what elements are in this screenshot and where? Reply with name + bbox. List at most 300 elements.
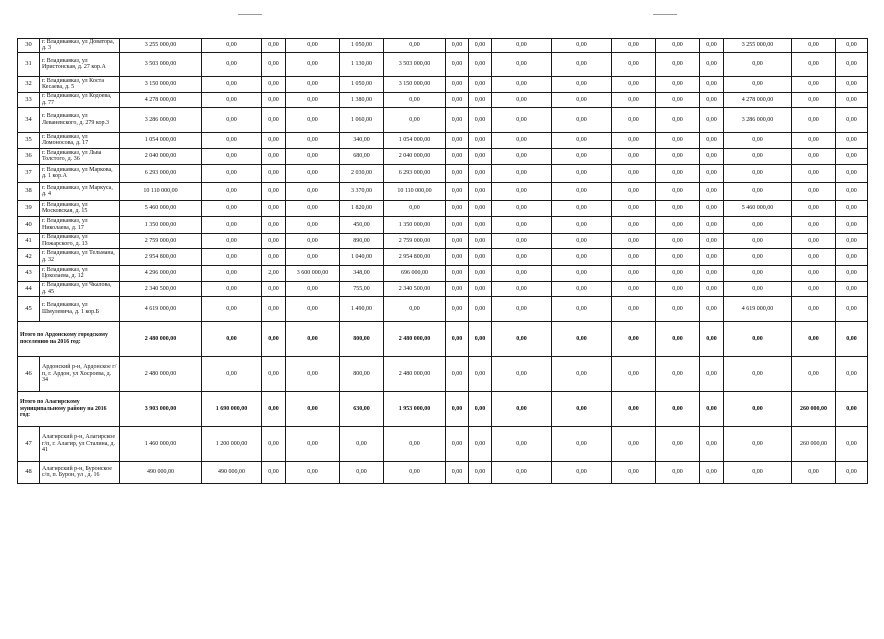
value-cell: 0,00 — [492, 107, 552, 132]
value-cell: 0,00 — [792, 200, 836, 216]
value-cell: 0,00 — [836, 200, 868, 216]
value-cell: 0,00 — [492, 39, 552, 53]
value-cell: 0,00 — [612, 281, 656, 296]
value-cell: 3 286 000,00 — [724, 107, 792, 132]
value-cell: 800,00 — [340, 356, 384, 391]
value-cell: 0,00 — [286, 356, 340, 391]
address-cell: г. Владикавказ, ул Николаева, д. 17 — [40, 216, 120, 233]
value-cell: 3 150 000,00 — [384, 76, 446, 92]
value-cell: 0,00 — [492, 148, 552, 164]
value-cell: 1 050,00 — [340, 76, 384, 92]
value-cell: 0,00 — [492, 426, 552, 461]
value-cell: 0,00 — [656, 296, 700, 321]
value-cell: 0,00 — [340, 461, 384, 483]
value-cell: 0,00 — [792, 148, 836, 164]
value-cell: 0,00 — [552, 107, 612, 132]
value-cell: 0,00 — [700, 107, 724, 132]
value-cell: 0,00 — [202, 52, 262, 76]
table-row — [18, 132, 868, 148]
value-cell: 0,00 — [202, 200, 262, 216]
value-cell: 0,00 — [792, 76, 836, 92]
value-cell: 2 480 000,00 — [120, 321, 202, 356]
value-cell: 0,00 — [656, 233, 700, 248]
value-cell: 0,00 — [724, 148, 792, 164]
value-cell: 0,00 — [469, 148, 492, 164]
value-cell: 0,00 — [469, 200, 492, 216]
value-cell: 0,00 — [724, 461, 792, 483]
value-cell: 2,00 — [262, 265, 286, 281]
value-cell: 1 820,00 — [340, 200, 384, 216]
value-cell: 0,00 — [469, 39, 492, 53]
value-cell: 0,00 — [656, 164, 700, 182]
value-cell: 3 903 000,00 — [120, 391, 202, 426]
value-cell: 0,00 — [202, 233, 262, 248]
value-cell: 0,00 — [492, 132, 552, 148]
value-cell: 0,00 — [836, 182, 868, 200]
value-cell: 0,00 — [384, 426, 446, 461]
value-cell: 0,00 — [724, 233, 792, 248]
value-cell: 2 040 000,00 — [120, 148, 202, 164]
value-cell: 0,00 — [700, 426, 724, 461]
value-cell: 0,00 — [552, 265, 612, 281]
value-cell: 0,00 — [262, 248, 286, 265]
value-cell: 0,00 — [492, 281, 552, 296]
value-cell: 0,00 — [202, 265, 262, 281]
value-cell: 2 340 500,00 — [384, 281, 446, 296]
value-cell: 2 480 000,00 — [384, 356, 446, 391]
row-number-cell: 48 — [18, 461, 40, 483]
value-cell: 0,00 — [202, 216, 262, 233]
value-cell: 0,00 — [724, 216, 792, 233]
value-cell: 0,00 — [202, 132, 262, 148]
value-cell: 0,00 — [700, 216, 724, 233]
value-cell: 0,00 — [469, 182, 492, 200]
value-cell: 0,00 — [836, 296, 868, 321]
value-cell: 0,00 — [446, 356, 469, 391]
value-cell: 0,00 — [446, 265, 469, 281]
value-cell: 0,00 — [836, 52, 868, 76]
value-cell: 0,00 — [202, 76, 262, 92]
value-cell: 0,00 — [492, 164, 552, 182]
value-cell: 0,00 — [286, 182, 340, 200]
value-cell: 0,00 — [286, 76, 340, 92]
value-cell: 0,00 — [836, 76, 868, 92]
value-cell: 0,00 — [700, 164, 724, 182]
value-cell: 0,00 — [724, 164, 792, 182]
value-cell: 4 296 000,00 — [120, 265, 202, 281]
table-row — [18, 281, 868, 296]
value-cell: 0,00 — [446, 39, 469, 53]
value-cell: 0,00 — [469, 321, 492, 356]
value-cell: 0,00 — [286, 132, 340, 148]
value-cell: 0,00 — [724, 76, 792, 92]
value-cell: 0,00 — [700, 296, 724, 321]
value-cell: 340,00 — [340, 132, 384, 148]
value-cell: 0,00 — [700, 248, 724, 265]
address-cell: г. Владикавказ, ул Маркова, д. 1 кор.А — [40, 164, 120, 182]
value-cell: 0,00 — [492, 391, 552, 426]
table-row — [18, 296, 868, 321]
value-cell: 3 255 000,00 — [724, 39, 792, 53]
value-cell: 0,00 — [836, 426, 868, 461]
value-cell: 0,00 — [262, 39, 286, 53]
value-cell: 0,00 — [262, 426, 286, 461]
value-cell: 0,00 — [552, 461, 612, 483]
value-cell: 0,00 — [836, 248, 868, 265]
value-cell: 0,00 — [202, 248, 262, 265]
value-cell: 1 953 000,00 — [384, 391, 446, 426]
row-number-cell: 45 — [18, 296, 40, 321]
value-cell: 0,00 — [724, 321, 792, 356]
value-cell: 0,00 — [446, 233, 469, 248]
row-number-cell: 30 — [18, 39, 40, 53]
value-cell: 0,00 — [792, 248, 836, 265]
value-cell: 0,00 — [552, 200, 612, 216]
row-number-cell: 40 — [18, 216, 40, 233]
value-cell: 0,00 — [612, 200, 656, 216]
table-row — [18, 233, 868, 248]
value-cell: 0,00 — [656, 321, 700, 356]
value-cell: 0,00 — [836, 356, 868, 391]
value-cell: 0,00 — [612, 426, 656, 461]
value-cell: 4 278 000,00 — [724, 92, 792, 107]
value-cell: 0,00 — [262, 92, 286, 107]
value-cell: 0,00 — [700, 321, 724, 356]
value-cell: 0,00 — [286, 92, 340, 107]
value-cell: 0,00 — [492, 296, 552, 321]
value-cell: 0,00 — [384, 39, 446, 53]
address-cell: г. Владикавказ, ул Цоколаева, д. 12 — [40, 265, 120, 281]
value-cell: 0,00 — [262, 356, 286, 391]
value-cell: 0,00 — [286, 148, 340, 164]
value-cell: 0,00 — [446, 216, 469, 233]
value-cell: 0,00 — [612, 107, 656, 132]
value-cell: 0,00 — [202, 296, 262, 321]
value-cell: 0,00 — [724, 426, 792, 461]
value-cell: 0,00 — [262, 132, 286, 148]
value-cell: 0,00 — [552, 356, 612, 391]
table-row — [18, 92, 868, 107]
value-cell: 1 350 000,00 — [120, 216, 202, 233]
value-cell: 0,00 — [792, 321, 836, 356]
value-cell: 0,00 — [262, 182, 286, 200]
value-cell: 0,00 — [492, 76, 552, 92]
value-cell: 3 286 000,00 — [120, 107, 202, 132]
value-cell: 0,00 — [836, 164, 868, 182]
value-cell: 5 460 000,00 — [724, 200, 792, 216]
value-cell: 0,00 — [792, 281, 836, 296]
value-cell: 0,00 — [700, 200, 724, 216]
value-cell: 0,00 — [202, 321, 262, 356]
address-cell: г. Владикавказ, ул Леваневского, д. 279 кор.3 — [40, 107, 120, 132]
value-cell: 0,00 — [286, 107, 340, 132]
value-cell: 0,00 — [836, 321, 868, 356]
value-cell: 0,00 — [492, 216, 552, 233]
row-number-cell: 35 — [18, 132, 40, 148]
value-cell: 0,00 — [724, 281, 792, 296]
value-cell: 0,00 — [469, 461, 492, 483]
value-cell: 0,00 — [286, 233, 340, 248]
value-cell: 0,00 — [469, 92, 492, 107]
address-cell: г. Владикавказ, ул Пожарского, д. 13 — [40, 233, 120, 248]
value-cell: 0,00 — [656, 92, 700, 107]
value-cell: 2 480 000,00 — [384, 321, 446, 356]
value-cell: 0,00 — [552, 39, 612, 53]
value-cell: 0,00 — [286, 216, 340, 233]
address-cell: Ардонский р-н, Ардонское г/п, г. Ардон, ул Хосроева, д. 34 — [40, 356, 120, 391]
value-cell: 0,00 — [836, 391, 868, 426]
value-cell: 1 380,00 — [340, 92, 384, 107]
value-cell: 0,00 — [492, 92, 552, 107]
value-cell: 0,00 — [446, 248, 469, 265]
value-cell: 0,00 — [656, 39, 700, 53]
value-cell: 2 030,00 — [340, 164, 384, 182]
value-cell: 0,00 — [700, 391, 724, 426]
value-cell: 0,00 — [469, 216, 492, 233]
value-cell: 2 040 000,00 — [384, 148, 446, 164]
value-cell: 0,00 — [340, 426, 384, 461]
value-cell: 0,00 — [286, 461, 340, 483]
value-cell: 0,00 — [552, 52, 612, 76]
value-cell: 0,00 — [492, 265, 552, 281]
value-cell: 0,00 — [836, 216, 868, 233]
table-row — [18, 461, 868, 483]
value-cell: 1 060,00 — [340, 107, 384, 132]
value-cell: 0,00 — [469, 248, 492, 265]
table-row — [18, 265, 868, 281]
value-cell: 0,00 — [286, 248, 340, 265]
value-cell: 0,00 — [792, 182, 836, 200]
value-cell: 890,00 — [340, 233, 384, 248]
value-cell: 0,00 — [612, 296, 656, 321]
value-cell: 0,00 — [469, 265, 492, 281]
address-cell: г. Владикавказ, ул Льва Толстого, д. 36 — [40, 148, 120, 164]
value-cell: 0,00 — [202, 182, 262, 200]
value-cell: 0,00 — [286, 296, 340, 321]
address-cell: г. Владикавказ, ул Тельмана, д. 32 — [40, 248, 120, 265]
row-number-cell: 37 — [18, 164, 40, 182]
value-cell: 0,00 — [700, 92, 724, 107]
value-cell: 2 340 500,00 — [120, 281, 202, 296]
value-cell: 0,00 — [836, 148, 868, 164]
value-cell: 0,00 — [724, 182, 792, 200]
value-cell: 0,00 — [286, 391, 340, 426]
value-cell: 0,00 — [836, 107, 868, 132]
value-cell: 0,00 — [836, 233, 868, 248]
value-cell: 490 000,00 — [202, 461, 262, 483]
table-row — [18, 248, 868, 265]
value-cell: 490 000,00 — [120, 461, 202, 483]
value-cell: 1 350 000,00 — [384, 216, 446, 233]
value-cell: 0,00 — [469, 164, 492, 182]
value-cell: 4 619 000,00 — [724, 296, 792, 321]
value-cell: 0,00 — [446, 391, 469, 426]
value-cell: 0,00 — [469, 233, 492, 248]
table-row — [18, 107, 868, 132]
value-cell: 2 954 800,00 — [384, 248, 446, 265]
table-row — [18, 39, 868, 53]
value-cell: 0,00 — [612, 164, 656, 182]
value-cell: 0,00 — [202, 356, 262, 391]
value-cell: 0,00 — [202, 281, 262, 296]
value-cell: 0,00 — [656, 461, 700, 483]
value-cell: 1 460 000,00 — [120, 426, 202, 461]
table-row — [18, 76, 868, 92]
value-cell: 0,00 — [286, 39, 340, 53]
value-cell: 0,00 — [552, 233, 612, 248]
value-cell: 0,00 — [656, 391, 700, 426]
value-cell: 0,00 — [469, 281, 492, 296]
value-cell: 0,00 — [612, 39, 656, 53]
value-cell: 0,00 — [700, 265, 724, 281]
value-cell: 0,00 — [446, 107, 469, 132]
value-cell: 0,00 — [612, 391, 656, 426]
value-cell: 0,00 — [612, 182, 656, 200]
value-cell: 0,00 — [446, 76, 469, 92]
value-cell: 0,00 — [492, 356, 552, 391]
value-cell: 348,00 — [340, 265, 384, 281]
value-cell: 0,00 — [612, 248, 656, 265]
value-cell: 0,00 — [656, 426, 700, 461]
value-cell: 0,00 — [469, 107, 492, 132]
value-cell: 0,00 — [262, 52, 286, 76]
address-cell: г. Владикавказ, ул Кодоева, д. 77 — [40, 92, 120, 107]
value-cell: 0,00 — [446, 52, 469, 76]
value-cell: 0,00 — [446, 426, 469, 461]
value-cell: 0,00 — [262, 233, 286, 248]
value-cell: 0,00 — [469, 132, 492, 148]
value-cell: 0,00 — [446, 164, 469, 182]
capital-repair-register-table — [17, 38, 868, 484]
address-cell: г. Владикавказ, ул Маркуса, д. 4 — [40, 182, 120, 200]
value-cell: 0,00 — [446, 132, 469, 148]
value-cell: 0,00 — [552, 216, 612, 233]
value-cell: 0,00 — [792, 233, 836, 248]
value-cell: 0,00 — [446, 92, 469, 107]
value-cell: 0,00 — [836, 265, 868, 281]
table-total-row — [18, 321, 868, 356]
value-cell: 0,00 — [262, 148, 286, 164]
value-cell: 0,00 — [552, 132, 612, 148]
value-cell: 0,00 — [792, 164, 836, 182]
value-cell: 0,00 — [700, 148, 724, 164]
value-cell: 0,00 — [792, 216, 836, 233]
value-cell: 0,00 — [836, 39, 868, 53]
value-cell: 450,00 — [340, 216, 384, 233]
value-cell: 0,00 — [469, 76, 492, 92]
scan-mark — [653, 14, 677, 15]
value-cell: 3 503 000,00 — [120, 52, 202, 76]
value-cell: 0,00 — [792, 107, 836, 132]
value-cell: 0,00 — [286, 164, 340, 182]
value-cell: 0,00 — [792, 52, 836, 76]
value-cell: 3 370,00 — [340, 182, 384, 200]
value-cell: 0,00 — [836, 132, 868, 148]
value-cell: 0,00 — [656, 356, 700, 391]
value-cell: 260 000,00 — [792, 426, 836, 461]
value-cell: 0,00 — [262, 107, 286, 132]
value-cell: 0,00 — [202, 164, 262, 182]
address-cell: г. Владикавказ, ул Доватора, д. 3 — [40, 39, 120, 53]
value-cell: 0,00 — [724, 391, 792, 426]
value-cell: 0,00 — [469, 356, 492, 391]
value-cell: 800,00 — [340, 321, 384, 356]
value-cell: 3 150 000,00 — [120, 76, 202, 92]
value-cell: 0,00 — [656, 216, 700, 233]
value-cell: 0,00 — [469, 391, 492, 426]
row-number-cell: 31 — [18, 52, 40, 76]
row-number-cell: 46 — [18, 356, 40, 391]
value-cell: 0,00 — [446, 321, 469, 356]
value-cell: 0,00 — [492, 200, 552, 216]
row-number-cell: 32 — [18, 76, 40, 92]
value-cell: 1 040,00 — [340, 248, 384, 265]
value-cell: 630,00 — [340, 391, 384, 426]
value-cell: 0,00 — [792, 265, 836, 281]
value-cell: 0,00 — [612, 233, 656, 248]
value-cell: 696 000,00 — [384, 265, 446, 281]
value-cell: 0,00 — [700, 132, 724, 148]
value-cell: 0,00 — [446, 461, 469, 483]
table-row — [18, 164, 868, 182]
value-cell: 0,00 — [656, 281, 700, 296]
address-cell: г. Владикавказ, ул Ломоносова, д. 17 — [40, 132, 120, 148]
value-cell: 0,00 — [262, 200, 286, 216]
value-cell: 0,00 — [286, 426, 340, 461]
value-cell: 0,00 — [262, 321, 286, 356]
value-cell: 0,00 — [262, 164, 286, 182]
address-cell: г. Владикавказ, ул Шмулевича, д. 1 кор.Б — [40, 296, 120, 321]
value-cell: 0,00 — [612, 52, 656, 76]
address-cell: Алагирский р-н, Алагирское г/п, г. Алагир, ул Сталина, д. 41 — [40, 426, 120, 461]
value-cell: 1 054 000,00 — [384, 132, 446, 148]
row-number-cell: 42 — [18, 248, 40, 265]
value-cell: 0,00 — [552, 92, 612, 107]
value-cell: 3 503 000,00 — [384, 52, 446, 76]
value-cell: 3 600 000,00 — [286, 265, 340, 281]
total-label-cell: Итого по Алагирскому муниципальному району на 2016 год: — [18, 391, 120, 426]
value-cell: 0,00 — [656, 107, 700, 132]
value-cell: 0,00 — [656, 52, 700, 76]
value-cell: 0,00 — [552, 248, 612, 265]
value-cell: 0,00 — [202, 107, 262, 132]
address-cell: г. Владикавказ, ул Иристонская, д. 27 кор.А — [40, 52, 120, 76]
value-cell: 0,00 — [446, 281, 469, 296]
table-row — [18, 426, 868, 461]
value-cell: 2 759 000,00 — [384, 233, 446, 248]
value-cell: 0,00 — [492, 248, 552, 265]
value-cell: 0,00 — [700, 233, 724, 248]
table-row — [18, 182, 868, 200]
value-cell: 0,00 — [552, 76, 612, 92]
row-number-cell: 39 — [18, 200, 40, 216]
value-cell: 1 200 000,00 — [202, 426, 262, 461]
row-number-cell: 47 — [18, 426, 40, 461]
value-cell: 0,00 — [700, 182, 724, 200]
value-cell: 0,00 — [492, 321, 552, 356]
value-cell: 0,00 — [286, 281, 340, 296]
value-cell: 0,00 — [384, 107, 446, 132]
row-number-cell: 33 — [18, 92, 40, 107]
value-cell: 5 460 000,00 — [120, 200, 202, 216]
value-cell: 0,00 — [384, 92, 446, 107]
value-cell: 0,00 — [492, 52, 552, 76]
value-cell: 0,00 — [656, 132, 700, 148]
value-cell: 0,00 — [552, 281, 612, 296]
value-cell: 0,00 — [612, 76, 656, 92]
value-cell: 0,00 — [612, 321, 656, 356]
value-cell: 0,00 — [656, 148, 700, 164]
